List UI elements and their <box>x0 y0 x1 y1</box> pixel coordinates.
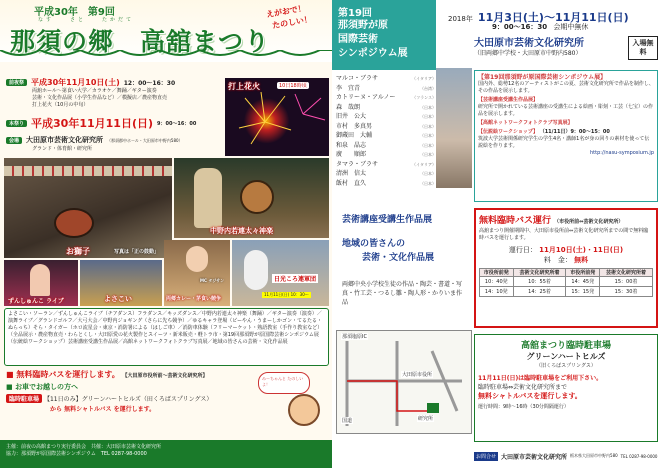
drum-shape-2 <box>240 180 274 214</box>
mc-label: MC タジサン <box>200 278 225 283</box>
dancer-shape <box>194 168 222 228</box>
artist-country: （日本） <box>420 152 436 157</box>
free-bus-text: 無料臨時バスを運行します。 <box>16 370 120 379</box>
nikko-photo <box>232 240 329 306</box>
singer-shape <box>30 264 50 296</box>
map-label: 国道 <box>342 418 353 424</box>
artist-country: （日本） <box>420 104 436 110</box>
yosakoi-photo <box>80 260 162 306</box>
parking-box <box>474 334 658 442</box>
timetable-cell: 10：55着 <box>513 277 566 287</box>
curtain-decoration <box>0 50 332 60</box>
bus-timetable <box>479 268 653 297</box>
map-label: 大田原市役所 <box>402 372 433 378</box>
bus-title-note: （市役所前⇔芸術文化研究所） <box>554 219 624 225</box>
artist-country: （日本） <box>420 180 436 186</box>
artist-name: 廣 順郎 <box>336 151 367 158</box>
artist-row <box>336 103 436 113</box>
footer-line-2: 協力：那須野が原国際芸術シンポジウム TEL 0287-98-0000 <box>6 451 147 457</box>
kagura-photo <box>174 158 329 238</box>
artist-country: （イタリア） <box>412 161 436 167</box>
curry-label: 両郷カレー・茅食い競争 <box>166 296 222 302</box>
bus-run <box>479 245 653 255</box>
map-label: 研究所 <box>418 416 434 422</box>
kids-head-text: 【伝説絵ワークショップ】 <box>478 129 538 135</box>
fare-label: 料 金： <box>543 256 572 264</box>
artist-row <box>336 160 436 170</box>
info-head: 【第19回那須野が原国際芸術シンポジウム展】 <box>478 74 607 81</box>
timetable-cell: 15：00着 <box>600 277 653 287</box>
artist-country: （台湾） <box>420 85 436 91</box>
map-label: 那須塩原IC <box>342 334 367 340</box>
artwork-photo <box>436 68 472 188</box>
artist-name: カトリーヌ・アルノー <box>336 94 396 101</box>
eve-item-2: 芸術・文化作品展（小学生作品など）／模擬店／農産物直売 <box>32 95 168 101</box>
artist-row <box>336 122 436 132</box>
artist-row <box>336 169 436 179</box>
curry-photo <box>164 240 230 306</box>
fare-value: 無料 <box>574 256 589 264</box>
timetable-cell: 15：30着 <box>600 287 653 297</box>
venue-tag: 会場 <box>6 137 22 144</box>
year: 2018年 <box>448 15 473 23</box>
venue-note: （那須郡中ホール・大田原市中野内580） <box>107 137 183 143</box>
timetable-body <box>480 277 653 297</box>
mid-title-3: 芸術・文化作品展 <box>362 253 435 263</box>
exhibition-title-1: 那須野が原 <box>338 20 388 31</box>
artist-country: （日本） <box>420 171 436 176</box>
kagura-label: 中野内若連太々神楽 <box>210 227 273 235</box>
artist-country: （イタリア） <box>412 76 436 81</box>
artist-list <box>336 74 436 188</box>
flyer-header <box>0 0 332 62</box>
artist-row <box>336 131 436 141</box>
year-edition: 平成30年 第9回 <box>34 7 115 18</box>
exhibition-edition: 第19回 <box>338 8 372 19</box>
parking-subtitle-2: （旧くろばスプリングス） <box>536 363 596 369</box>
live-label: ずんしゅんこ ライブ <box>8 298 64 305</box>
exhibition-title-3: シンポジウム展 <box>338 48 408 59</box>
timetable-cell: 14：25着 <box>513 287 566 297</box>
main-time: 9：00～16：00 <box>157 120 197 127</box>
info-body: 国内外、総勢12名のアーティストがこの夏、芸術文化研究所で作品を制作し、その作品を展示します。 <box>478 81 654 94</box>
nikko-badge: 11月11日(日) 10：30～ <box>264 292 309 297</box>
eve-date: 平成30年11月10日(土) <box>31 78 120 87</box>
artist-name: タマラ・ブラサ <box>336 160 379 168</box>
timetable-header <box>480 269 653 277</box>
eve-item-3: 打上花火（10月の中旬） <box>32 102 89 108</box>
artist-row <box>336 179 436 189</box>
program-text: よさこい・ソーラン／ずんしゅんこライブ（チアダンス）フラダンス／キッズダンス／中野内若連太々神楽（舞踊）／ギター演奏（演奏）／演舞ライブ／グランドゴルフ／大弓大会／中野内ジョギング（さらに先ち競争）／ゆるキャラ登場（ビーやん・うまーしかゴン・てるたる・ぬらっち）そら・タイガー（ホロ流星会・東京・消防署による（はしご車）／消防車体験（フリーマーケット・熟語教室（手作り教室など）（全品展示・農産物直売・わらとくし・大田原愛の花火製作とスイーツ・新米販売・軽トラ市・第19回那須野が原国際芸術シンポジウム展（伝統絵ワークショップ）芸術講座受講生作品展／高館ネットワークフォトクラブ写真展／地域の皆さんの芸術・文化作品展 <box>8 311 323 345</box>
timetable-row <box>480 277 653 287</box>
slogan-1: えがおで！ <box>265 3 307 20</box>
contact-name: 大田原市芸術文化研究所 <box>501 453 568 461</box>
artist-name: 李 宜青 <box>336 84 361 92</box>
eve-item-1: 両舘ホール～第食い大学／カラオケ／舞踊／ギター演奏 <box>32 88 157 94</box>
mc-face <box>186 246 208 272</box>
mascot-character <box>258 372 328 430</box>
artist-name: 和泉 晶志 <box>336 141 367 149</box>
kids-body: 筑波大学芸術関係研究学生の学生4名・講師1名が身の回りの素材を使って伝説絵を作ります。 <box>478 136 650 149</box>
main-schedule <box>6 115 212 131</box>
parking-sub: から 無料シャトルバス を運行します。 <box>50 406 156 413</box>
workshop-body: 研究所で開かれている芸術講座の受講生による絵画・彫刻・工芸（七宝）の作品を展示します。 <box>478 104 654 117</box>
artist-name: 飯村 直久 <box>336 179 367 187</box>
photo-head: 【高館ネットワークフォトクラブ写真展】 <box>478 120 573 126</box>
free-bus-sub: 【大田原市役所前～芸術文化研究所】 <box>122 373 208 379</box>
parking-subtitle: グリーンハートヒルズ <box>526 352 606 361</box>
shishi-label-2: 写真は「正の鼓動」 <box>114 249 160 255</box>
date-range: 11月3日(土)～11月11日(日) <box>477 11 629 24</box>
artist-name: 市村 多真男 <box>336 122 373 130</box>
slogan-2: たのしい！ <box>271 14 313 31</box>
contact-tel: TEL 0287-98-0000 <box>620 453 658 459</box>
run-days: 11月10日(土)・11日(日) <box>539 246 624 254</box>
bullet-icon-2: ■ <box>6 383 13 391</box>
bus-title <box>479 213 653 226</box>
run-label: 運行日： <box>508 246 537 254</box>
symposium-url[interactable]: http://nasu-symposium.jp <box>590 150 654 156</box>
yosakoi-label: よさこい <box>104 295 132 303</box>
workshop-head: 【芸術講座受講生作品展】 <box>478 97 539 103</box>
free-bus-notice <box>6 369 208 380</box>
parking-body-4: 運行時間：9時～16時（30分間隔運行） <box>478 404 569 410</box>
timetable-row <box>480 287 653 297</box>
parking-body-2: 臨時駐車場⇔芸術文化研究所まで <box>478 384 568 391</box>
lantern-row <box>4 166 172 176</box>
bus-box <box>474 208 658 328</box>
artist-row <box>336 150 436 160</box>
contact-address: 栃木県大田原市中野内580 <box>570 453 618 458</box>
artist-row <box>336 93 436 103</box>
mid-title-2: 地域の皆さんの <box>342 239 406 249</box>
bullet-icon: ■ <box>6 370 14 379</box>
th-arrive-2: 芸術文化研究所着 <box>600 269 653 277</box>
artist-name: 御蔵田 大輔 <box>336 132 373 139</box>
parking-tag: 臨時駐車場 <box>6 394 42 403</box>
artist-name: 清洲 信太 <box>336 170 367 177</box>
car-notice <box>6 382 78 392</box>
program-box <box>4 308 329 366</box>
eve-time: 12：00～16：30 <box>123 80 176 87</box>
mascot-bubble: みーちゃんと たのしいよ！ <box>258 372 310 394</box>
venue-address: （旧両郷中学校・大田原市中野内580） <box>474 50 582 57</box>
left-footer <box>0 440 332 468</box>
artist-row <box>336 74 436 84</box>
live-photo <box>4 260 78 306</box>
shishi-photo <box>4 158 172 258</box>
kids-date: （11/11日）9：00～15：00 <box>539 129 610 135</box>
eve-tag: 前夜祭 <box>6 79 27 86</box>
timetable-cell: 14：10発 <box>480 287 514 297</box>
open-note: 会期中無休 <box>553 23 589 31</box>
timetable-cell: 14：45発 <box>566 277 600 287</box>
bus-desc: 高舘まつり開催期間中、大田原市役所前⇔芸術文化研究所までの間で無料臨時バスを運行します。 <box>479 228 649 241</box>
th-depart-2: 市役所前発 <box>566 269 600 277</box>
th-arrive: 芸術文化研究所着 <box>513 269 566 277</box>
title-ruby: なす さと たかだて <box>38 17 135 23</box>
artist-name: 旧井 公大 <box>336 113 367 120</box>
artist-name: 森 哉朗 <box>336 103 361 111</box>
bus-fare <box>479 255 653 265</box>
artist-row <box>336 84 436 94</box>
kids-head <box>478 129 654 136</box>
artist-name: マルコ・ブラサ <box>336 75 379 82</box>
shishi-label: お獅子 <box>66 247 90 256</box>
contact-tag: お問合せ <box>476 453 497 460</box>
symposium-flyer <box>332 0 662 468</box>
mascot-head <box>288 394 320 426</box>
bus-title-text: 無料臨時バス運行 <box>479 216 552 226</box>
artist-country: （フランス） <box>412 95 436 100</box>
footer-line-1: 主催：前夜の高館まつり実行委員会 共催：大田原市芸術文化研究所 <box>6 444 162 450</box>
mascot-costume <box>244 250 268 290</box>
map-roads <box>337 331 472 434</box>
exhibition-title-block <box>332 0 436 70</box>
hours-row <box>492 22 588 32</box>
parking-notice <box>6 394 246 403</box>
fireworks-label: 打上花火 <box>228 82 260 91</box>
timetable-cell: 15：15発 <box>566 287 600 297</box>
main-tag: 本祭り <box>6 120 27 127</box>
parking-text: 【11日のみ】グリーンハートヒルズ（田くろばスプリングス） <box>43 396 213 403</box>
artist-row <box>336 141 436 151</box>
venue-sub: グランド・体育館・研究所 <box>32 146 93 152</box>
nikko-label: 日光ころ連軍団 <box>274 276 317 283</box>
fireworks-photo <box>225 78 329 156</box>
artist-country: （日本） <box>420 142 436 148</box>
venue <box>6 135 212 145</box>
exhibition-title-2: 国際芸術 <box>338 34 378 45</box>
hours: 9：00～16：30 <box>492 23 548 31</box>
artist-country: （日本） <box>420 114 436 119</box>
admission-badge: 入場無料 <box>628 36 658 60</box>
parking-body-3: 無料シャトルバスを運行します。 <box>478 392 582 400</box>
mid-desc: 両郷中央小学校生徒の作品・陶芸・書道・写真・竹工芸・つるし雛・陶人形・かりいま作品 <box>342 281 463 306</box>
artist-rows <box>336 74 436 188</box>
right-footer <box>474 446 658 466</box>
main-date: 平成30年11月11日(日) <box>31 117 153 130</box>
festival-title: 那須の郷 高舘まつり <box>10 27 271 56</box>
mid-title-1: 芸術講座受講生作品展 <box>342 215 433 225</box>
access-map <box>336 330 472 434</box>
fireworks-badge: 10日18時頃 <box>279 83 307 89</box>
artist-row <box>336 112 436 122</box>
parking-title: 高舘まつり臨時駐車場 <box>520 341 611 351</box>
venue-name: 大田原市芸術文化研究所 <box>26 136 104 144</box>
info-box <box>474 70 658 202</box>
artist-country: （日本） <box>420 123 436 129</box>
timetable-cell: 10：40発 <box>480 277 514 287</box>
parking-body-1: 11月11日(日)は臨時駐車場をご利用下さい。 <box>478 375 603 382</box>
drum-shape <box>54 208 94 238</box>
artist-country: （日本） <box>420 133 436 138</box>
car-notice-text: お車でお越しの方へ <box>15 383 79 391</box>
venue-name-right: 大田原市芸術文化研究所 <box>474 38 584 49</box>
th-depart: 市役所前発 <box>480 269 514 277</box>
